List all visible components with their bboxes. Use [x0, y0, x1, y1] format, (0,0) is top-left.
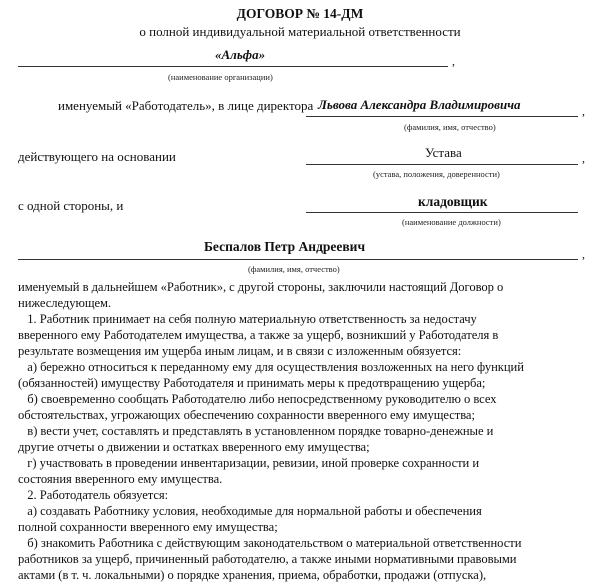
director-name-caption: (фамилия, имя, отчество) — [404, 122, 496, 132]
worker-name-value: Беспалов Петр Андреевич — [204, 239, 366, 254]
body-line: результате возмещения им ущерба иным лицам, и в связи с изложенным обязуется: — [18, 344, 462, 358]
basis-comma: , — [582, 151, 585, 165]
basis-caption: (устава, положения, доверенности) — [373, 169, 500, 179]
org-comma: , — [452, 54, 455, 68]
body-line: б) своевременно сообщать Работодателю либо непосредственному руководителю о всех — [18, 392, 497, 406]
org-name-underline — [18, 66, 448, 67]
director-name-underline — [306, 116, 578, 117]
body-line: г) участвовать в проведении инвентаризации, ревизии, иной проверке сохранности и — [18, 456, 480, 470]
position-value: кладовщик — [418, 194, 488, 209]
body-line: 2. Работодатель обязуется: — [18, 488, 169, 502]
body-line: 1. Работник принимает на себя полную материальную ответственность за недостачу — [18, 312, 477, 326]
director-name-value: Львова Александра Владимировича — [318, 97, 521, 112]
basis-value: Устава — [425, 145, 462, 160]
body-line: состояния вверенного ему имущества. — [18, 472, 223, 486]
document-subtitle: о полной индивидуальной материальной ответственности — [139, 24, 461, 39]
body-line: а) бережно относиться к переданному ему для осуществления возложенных на него функций — [18, 360, 524, 374]
position-caption: (наименование должности) — [402, 217, 501, 227]
worker-name-underline — [18, 259, 578, 260]
body-line: актами (в т. ч. локальными) о порядке хранения, приема, обработки, продажи (отпуска), — [18, 568, 487, 582]
body-line: в) вести учет, составлять и представлять в установленном порядке товарно-денежные и — [18, 424, 494, 438]
body-line: (обязанностей) имуществу Работодателя и принимать меры к предотвращению ущерба; — [18, 376, 486, 390]
body-line: именуемый в дальнейшем «Работник», с другой стороны, заключили настоящий Договор о — [18, 280, 504, 294]
body-line: вверенного ему Работодателем имущества, а также за ущерб, возникший у Работодателя в — [18, 328, 499, 342]
position-underline — [306, 212, 578, 213]
org-name-caption: (наименование организации) — [168, 72, 273, 82]
basis-label: действующего на основании — [18, 149, 176, 164]
director-comma: , — [582, 104, 585, 118]
basis-underline — [306, 164, 578, 165]
position-label: с одной стороны, и — [18, 198, 124, 213]
body-line: б) знакомить Работника с действующим законодательством о материальной ответственности — [18, 536, 522, 550]
body-line: нижеследующем. — [18, 296, 112, 310]
worker-comma: , — [582, 247, 585, 261]
body-line: работников за ущерб, причиненный работодателю, а также иными нормативными правовыми — [18, 552, 517, 566]
body-line: обстоятельствах, угрожающих обеспечению сохранности вверенного ему имущества; — [18, 408, 475, 422]
org-name-value: «Альфа» — [215, 47, 266, 62]
director-label: именуемый «Работодатель», в лице директора — [58, 98, 314, 113]
body-line: а) создавать Работнику условия, необходимые для нормальной работы и обеспечения — [18, 504, 482, 518]
body-line: другие отчеты о движении и остатках вверенного ему имущества; — [18, 440, 370, 454]
body-line: полной сохранности вверенного ему имущества; — [18, 520, 278, 534]
document-title: ДОГОВОР № 14-ДМ — [236, 6, 364, 21]
worker-name-caption: (фамилия, имя, отчество) — [248, 264, 340, 274]
